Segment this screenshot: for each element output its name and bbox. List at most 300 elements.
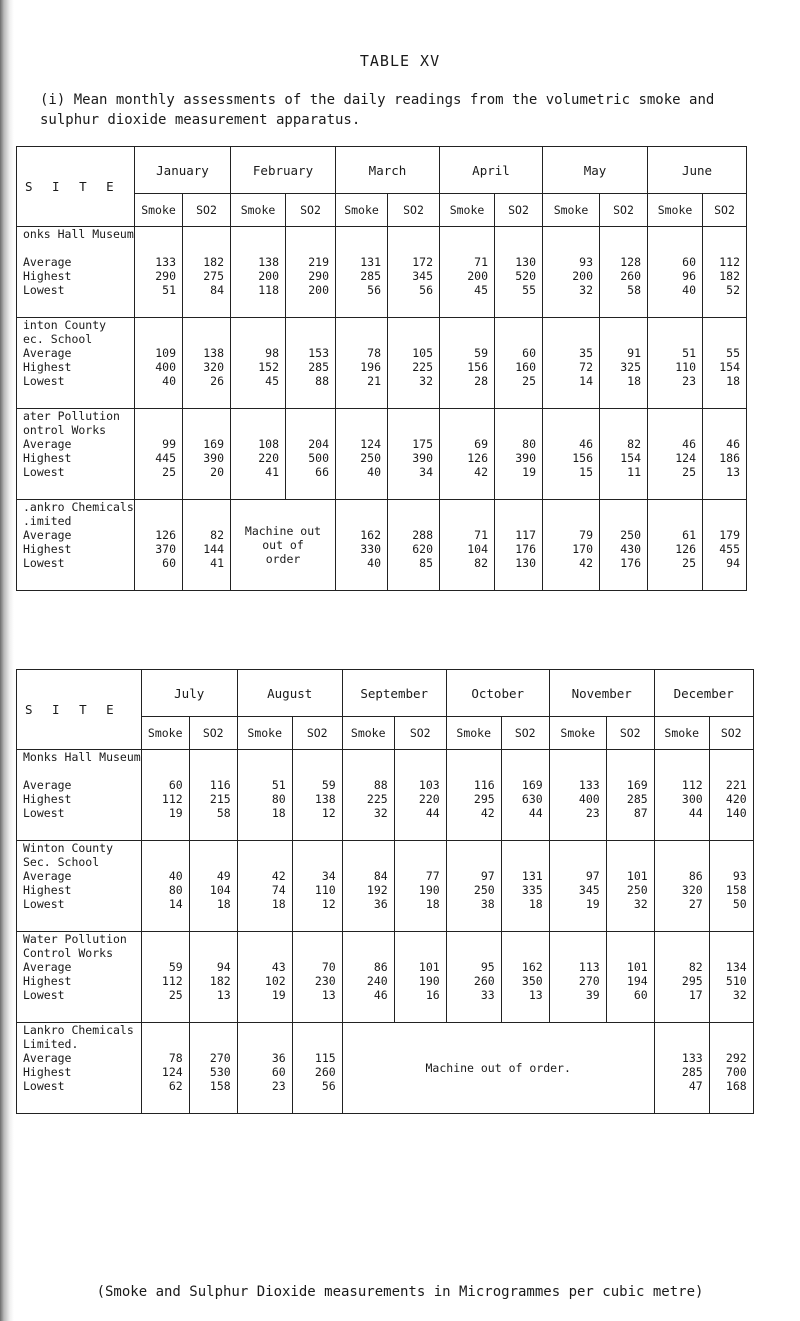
- value: 194: [626, 974, 648, 988]
- value: 320: [203, 360, 224, 374]
- value: 500: [308, 451, 329, 465]
- value: 45: [265, 374, 279, 388]
- value-cell: [543, 500, 600, 591]
- value: 270: [209, 1051, 231, 1065]
- value: 285: [308, 360, 329, 374]
- value: 162: [360, 528, 381, 542]
- so2-subheader: SO2: [703, 194, 747, 227]
- value: 51: [162, 283, 176, 297]
- page-title: TABLE XV: [359, 52, 441, 70]
- value: 112: [681, 778, 703, 792]
- value: 42: [474, 465, 488, 479]
- value: 40: [682, 283, 696, 297]
- value: 182: [209, 974, 231, 988]
- value: 40: [367, 465, 381, 479]
- value: 124: [360, 437, 381, 451]
- value-cell: [709, 841, 753, 932]
- month-header: June: [648, 147, 747, 194]
- site-name: onks Hall Museum: [23, 227, 134, 241]
- value-cell: [440, 409, 495, 500]
- value-cell: [336, 409, 388, 500]
- stat-label: Highest: [23, 1065, 72, 1079]
- stat-label: Lowest: [23, 1079, 65, 1093]
- value: 84: [210, 283, 224, 297]
- month-header: September: [342, 670, 446, 717]
- value-cell: [231, 409, 286, 500]
- so2-subheader: SO2: [394, 717, 446, 750]
- site-name-cell: [17, 318, 135, 409]
- value: 445: [155, 451, 176, 465]
- stat-label: Lowest: [23, 897, 65, 911]
- value: 32: [579, 283, 593, 297]
- site-name: ater Pollution: [23, 409, 120, 423]
- value-cell: [292, 750, 342, 841]
- value-cell: [394, 932, 446, 1023]
- smoke-subheader: Smoke: [342, 717, 394, 750]
- value: 36: [271, 1051, 286, 1065]
- site-name: Control Works: [23, 946, 114, 960]
- month-header: January: [135, 147, 231, 194]
- stat-label: Highest: [23, 883, 72, 897]
- value: 19: [271, 988, 286, 1002]
- value: 104: [209, 883, 231, 897]
- value: 62: [168, 1079, 183, 1093]
- value: 42: [579, 556, 593, 570]
- value: 133: [155, 255, 176, 269]
- value: 260: [473, 974, 495, 988]
- value: 295: [473, 792, 495, 806]
- value-cell: [286, 409, 336, 500]
- site-name-cell: [17, 1023, 142, 1114]
- value-cell: [231, 227, 286, 318]
- value: 133: [681, 1051, 703, 1065]
- value-cell: [189, 841, 237, 932]
- value: 19: [522, 465, 536, 479]
- value-cell: [654, 841, 709, 932]
- value-cell: [709, 932, 753, 1023]
- value: 94: [216, 960, 231, 974]
- value-cell: [600, 500, 648, 591]
- value: 88: [373, 778, 388, 792]
- value: 285: [681, 1065, 703, 1079]
- value: 200: [467, 269, 488, 283]
- value: 390: [515, 451, 536, 465]
- value: 40: [367, 556, 381, 570]
- site-name: Winton County: [23, 841, 114, 855]
- value: 112: [719, 255, 740, 269]
- value-cell: [342, 932, 394, 1023]
- value: 25: [168, 988, 183, 1002]
- stat-label: Average: [23, 869, 72, 883]
- stat-label: Average: [23, 960, 72, 974]
- value: 215: [209, 792, 231, 806]
- value: 320: [681, 883, 703, 897]
- site-name-cell: [17, 500, 135, 591]
- value: 51: [271, 778, 286, 792]
- value-cell: [286, 318, 336, 409]
- value: 60: [633, 988, 648, 1002]
- value: 78: [367, 346, 381, 360]
- value-cell: [543, 227, 600, 318]
- smoke-subheader: Smoke: [549, 717, 606, 750]
- value-cell: [501, 932, 549, 1023]
- value: 18: [627, 374, 641, 388]
- value: 250: [620, 528, 641, 542]
- site-name: ec. School: [23, 332, 93, 346]
- stat-label: Average: [23, 1051, 72, 1065]
- value: 144: [203, 542, 224, 556]
- value-cell: [606, 932, 654, 1023]
- value: 154: [719, 360, 740, 374]
- value: 56: [321, 1079, 336, 1093]
- value-cell: [183, 227, 231, 318]
- value: 82: [474, 556, 488, 570]
- value-cell: [654, 932, 709, 1023]
- so2-subheader: SO2: [292, 717, 342, 750]
- value: 113: [578, 960, 600, 974]
- value: 110: [314, 883, 336, 897]
- stat-label: Lowest: [23, 988, 65, 1002]
- value: 60: [522, 346, 536, 360]
- value: 52: [726, 283, 740, 297]
- value: 17: [688, 988, 703, 1002]
- value: 420: [725, 792, 747, 806]
- units-footnote: (Smoke and Sulphur Dioxide measurements in Microgrammes per cubic metre): [96, 1284, 704, 1300]
- value: 60: [168, 778, 183, 792]
- value-cell: [237, 841, 292, 932]
- value-cell: [237, 750, 292, 841]
- value: 105: [412, 346, 433, 360]
- value: 93: [732, 869, 747, 883]
- value: 270: [578, 974, 600, 988]
- site-name-cell: [17, 750, 142, 841]
- value: 116: [209, 778, 231, 792]
- value: 82: [210, 528, 224, 542]
- note-line: out of: [262, 538, 304, 552]
- value-cell: [336, 500, 388, 591]
- table-row: [17, 227, 747, 318]
- value-cell: [237, 1023, 292, 1114]
- value: 240: [366, 974, 388, 988]
- value: 152: [258, 360, 279, 374]
- value: 700: [725, 1065, 747, 1079]
- value: 162: [521, 960, 543, 974]
- value: 400: [155, 360, 176, 374]
- value-cell: [549, 841, 606, 932]
- value: 12: [321, 806, 336, 820]
- value: 131: [521, 869, 543, 883]
- value: 44: [425, 806, 440, 820]
- value-cell: [388, 409, 440, 500]
- value: 49: [216, 869, 231, 883]
- stat-label: Highest: [23, 451, 72, 465]
- value: 34: [419, 465, 433, 479]
- value: 99: [162, 437, 176, 451]
- value-cell: [189, 932, 237, 1023]
- value-cell: [440, 318, 495, 409]
- value: 45: [474, 283, 488, 297]
- value: 33: [480, 988, 495, 1002]
- value-cell: [709, 1023, 753, 1114]
- value: 126: [675, 542, 696, 556]
- value: 19: [168, 806, 183, 820]
- value: 21: [367, 374, 381, 388]
- smoke-subheader: Smoke: [446, 717, 501, 750]
- value-cell: [135, 318, 183, 409]
- value: 28: [474, 374, 488, 388]
- value: 42: [480, 806, 495, 820]
- month-header: April: [440, 147, 543, 194]
- value: 260: [620, 269, 641, 283]
- value: 158: [209, 1079, 231, 1093]
- site-name: Limited.: [23, 1037, 79, 1051]
- value: 36: [373, 897, 388, 911]
- machine-out-of-order-note: [231, 500, 336, 591]
- value-cell: [231, 318, 286, 409]
- value: 97: [585, 869, 600, 883]
- value: 94: [726, 556, 740, 570]
- site-name: inton County: [23, 318, 107, 332]
- value: 186: [719, 451, 740, 465]
- value: 620: [412, 542, 433, 556]
- month-header: November: [549, 670, 654, 717]
- value: 91: [627, 346, 641, 360]
- value: 39: [585, 988, 600, 1002]
- value: 275: [203, 269, 224, 283]
- value: 172: [412, 255, 433, 269]
- so2-subheader: SO2: [600, 194, 648, 227]
- value: 370: [155, 542, 176, 556]
- table-row: [17, 750, 754, 841]
- value-cell: [388, 500, 440, 591]
- note-line: Machine out of order.: [425, 1061, 571, 1075]
- value: 176: [515, 542, 536, 556]
- value-cell: [549, 932, 606, 1023]
- value: 59: [321, 778, 336, 792]
- value-cell: [703, 500, 747, 591]
- value: 80: [271, 792, 286, 806]
- site-column-header: S I T E: [17, 147, 135, 227]
- value-cell: [440, 500, 495, 591]
- stat-label: Average: [23, 778, 72, 792]
- value: 101: [418, 960, 440, 974]
- value: 23: [682, 374, 696, 388]
- value: 220: [418, 792, 440, 806]
- value: 101: [626, 869, 648, 883]
- value: 95: [480, 960, 495, 974]
- value: 84: [373, 869, 388, 883]
- value: 140: [725, 806, 747, 820]
- value-cell: [237, 932, 292, 1023]
- value-cell: [501, 841, 549, 932]
- value: 71: [474, 255, 488, 269]
- value-cell: [495, 409, 543, 500]
- value: 11: [627, 465, 641, 479]
- value: 290: [155, 269, 176, 283]
- value: 16: [425, 988, 440, 1002]
- so2-subheader: SO2: [189, 717, 237, 750]
- month-header: February: [231, 147, 336, 194]
- value: 204: [308, 437, 329, 451]
- value: 169: [626, 778, 648, 792]
- site-name: Monks Hall Museum: [23, 750, 141, 764]
- value: 60: [162, 556, 176, 570]
- smoke-subheader: Smoke: [654, 717, 709, 750]
- value: 66: [315, 465, 329, 479]
- value: 110: [675, 360, 696, 374]
- value: 13: [321, 988, 336, 1002]
- value-cell: [183, 318, 231, 409]
- value: 154: [620, 451, 641, 465]
- value: 46: [726, 437, 740, 451]
- value-cell: [654, 1023, 709, 1114]
- value-cell: [606, 750, 654, 841]
- value-cell: [292, 1023, 342, 1114]
- smoke-subheader: Smoke: [135, 194, 183, 227]
- value: 192: [366, 883, 388, 897]
- value-cell: [501, 750, 549, 841]
- value: 58: [216, 806, 231, 820]
- value: 82: [688, 960, 703, 974]
- value: 14: [579, 374, 593, 388]
- value-cell: [600, 227, 648, 318]
- site-name-cell: [17, 932, 142, 1023]
- value: 71: [474, 528, 488, 542]
- value: 80: [522, 437, 536, 451]
- value: 250: [626, 883, 648, 897]
- month-header: July: [141, 670, 237, 717]
- value-cell: [495, 227, 543, 318]
- value: 18: [271, 897, 286, 911]
- value: 260: [314, 1065, 336, 1079]
- value: 70: [321, 960, 336, 974]
- so2-subheader: SO2: [286, 194, 336, 227]
- value-cell: [135, 227, 183, 318]
- stat-label: Average: [23, 346, 72, 360]
- value-cell: [648, 500, 703, 591]
- value: 133: [578, 778, 600, 792]
- month-header: March: [336, 147, 440, 194]
- value: 41: [210, 556, 224, 570]
- value: 13: [528, 988, 543, 1002]
- value: 179: [719, 528, 740, 542]
- note-line: Machine out: [244, 524, 322, 538]
- stat-label: Highest: [23, 974, 72, 988]
- value: 25: [682, 465, 696, 479]
- smoke-subheader: Smoke: [440, 194, 495, 227]
- value: 124: [161, 1065, 183, 1079]
- stat-label: Highest: [23, 269, 72, 283]
- value-cell: [292, 932, 342, 1023]
- value-cell: [135, 500, 183, 591]
- value: 117: [515, 528, 536, 542]
- value: 182: [203, 255, 224, 269]
- smoke-subheader: Smoke: [336, 194, 388, 227]
- value: 43: [271, 960, 286, 974]
- so2-subheader: SO2: [183, 194, 231, 227]
- value: 46: [682, 437, 696, 451]
- value: 32: [419, 374, 433, 388]
- value-cell: [286, 227, 336, 318]
- site-name-cell: [17, 227, 135, 318]
- smoke-subheader: Smoke: [141, 717, 189, 750]
- value: 170: [572, 542, 593, 556]
- month-header: December: [654, 670, 753, 717]
- value-cell: [703, 409, 747, 500]
- value: 250: [360, 451, 381, 465]
- value: 455: [719, 542, 740, 556]
- value: 46: [579, 437, 593, 451]
- value: 18: [216, 897, 231, 911]
- value: 295: [681, 974, 703, 988]
- value: 58: [627, 283, 641, 297]
- value: 390: [203, 451, 224, 465]
- table-jul-dec: [16, 669, 754, 1114]
- site-name: Lankro Chemicals: [23, 1023, 134, 1037]
- table-row: [17, 841, 754, 932]
- value: 290: [308, 269, 329, 283]
- value: 82: [627, 437, 641, 451]
- value: 510: [725, 974, 747, 988]
- value-cell: [446, 841, 501, 932]
- value: 116: [473, 778, 495, 792]
- value: 131: [360, 255, 381, 269]
- value: 350: [521, 974, 543, 988]
- value: 138: [314, 792, 336, 806]
- value-cell: [549, 750, 606, 841]
- value: 38: [480, 897, 495, 911]
- value: 77: [425, 869, 440, 883]
- value: 13: [726, 465, 740, 479]
- value: 138: [203, 346, 224, 360]
- value: 109: [155, 346, 176, 360]
- machine-out-of-order-note: [342, 1023, 654, 1114]
- value: 93: [579, 255, 593, 269]
- value: 118: [258, 283, 279, 297]
- stat-label: Average: [23, 437, 72, 451]
- smoke-subheader: Smoke: [237, 717, 292, 750]
- site-name-cell: [17, 409, 135, 500]
- value: 85: [419, 556, 433, 570]
- value: 32: [633, 897, 648, 911]
- site-name: Sec. School: [23, 855, 100, 869]
- scan-binding-edge: [0, 0, 14, 1321]
- value-cell: [394, 841, 446, 932]
- value: 156: [572, 451, 593, 465]
- value-cell: [654, 750, 709, 841]
- site-name: ontrol Works: [23, 423, 107, 437]
- value: 60: [682, 255, 696, 269]
- value: 225: [412, 360, 433, 374]
- so2-subheader: SO2: [709, 717, 753, 750]
- value: 86: [688, 869, 703, 883]
- value-cell: [342, 750, 394, 841]
- value: 200: [308, 283, 329, 297]
- value-cell: [183, 500, 231, 591]
- site-column-header: S I T E: [17, 670, 142, 750]
- value: 196: [360, 360, 381, 374]
- value-cell: [543, 409, 600, 500]
- value: 101: [626, 960, 648, 974]
- value-cell: [600, 318, 648, 409]
- value: 15: [579, 465, 593, 479]
- value: 115: [314, 1051, 336, 1065]
- value: 200: [572, 269, 593, 283]
- stat-label: Average: [23, 528, 72, 542]
- value: 530: [209, 1065, 231, 1079]
- value: 41: [265, 465, 279, 479]
- value: 138: [258, 255, 279, 269]
